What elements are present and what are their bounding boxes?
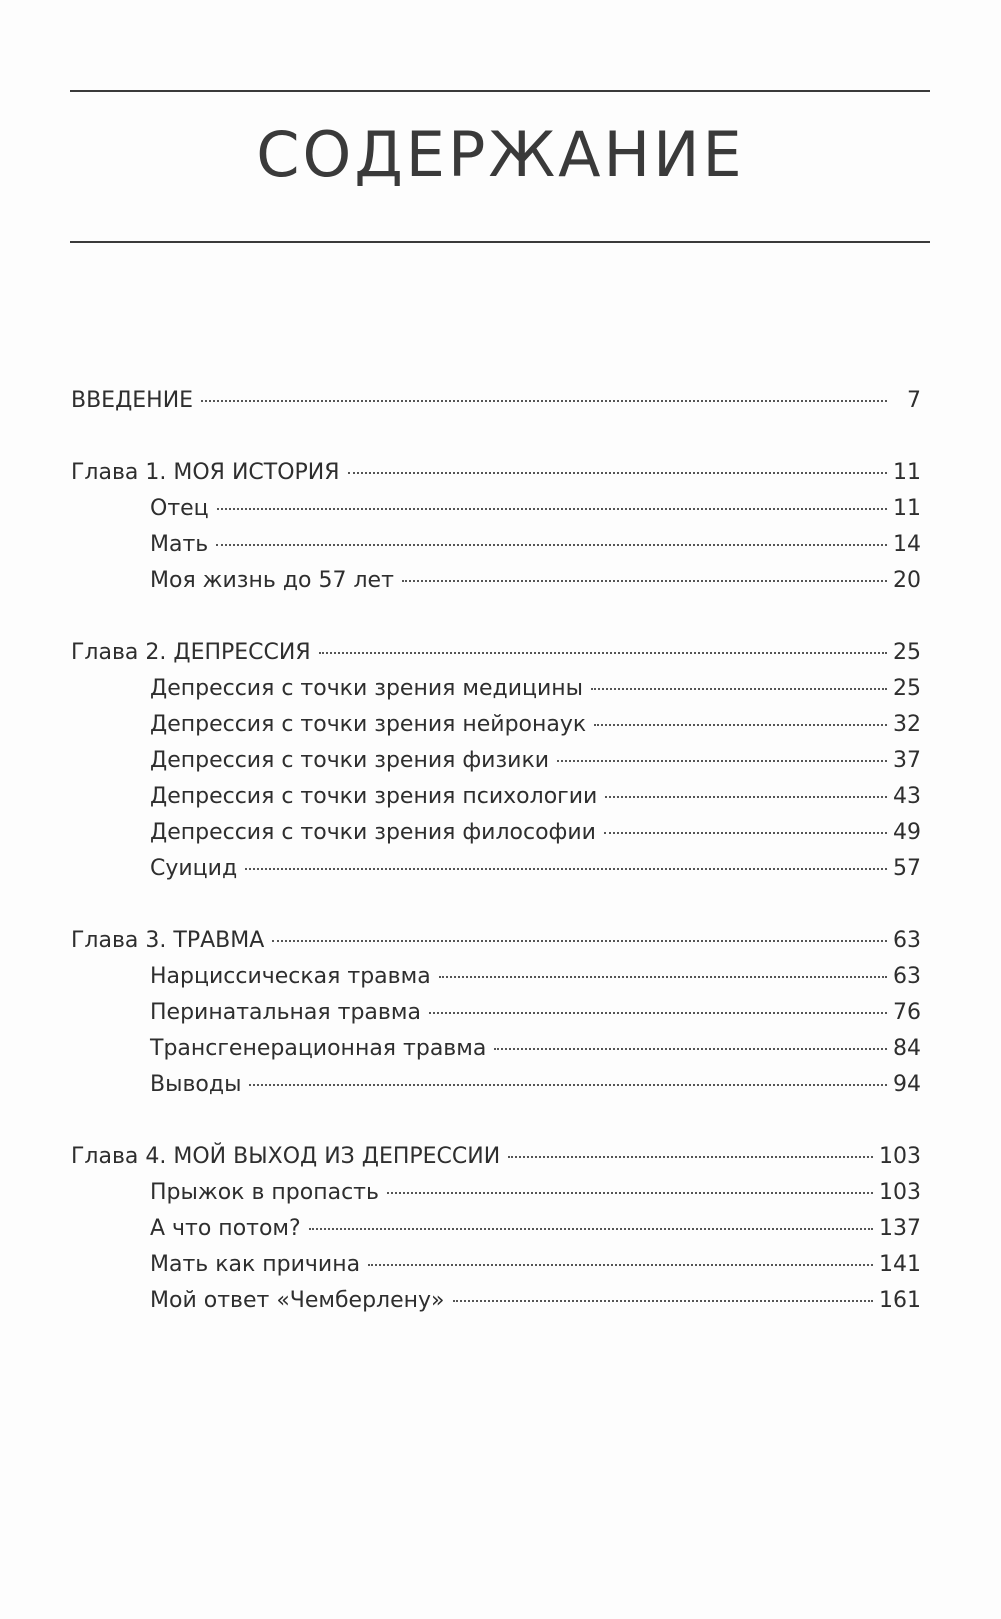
toc-entry-label: Мать как причина xyxy=(150,1252,361,1277)
toc-chapter-3 xyxy=(71,923,921,1103)
table-of-contents xyxy=(71,383,921,1355)
toc-entry-label: Перинатальная травма xyxy=(150,1000,421,1025)
dot-leader xyxy=(217,508,887,510)
toc-chapter-heading xyxy=(71,455,921,491)
toc-page-number: 161 xyxy=(879,1288,921,1313)
dot-leader xyxy=(402,580,887,582)
top-rule xyxy=(70,90,930,92)
toc-chapter-2 xyxy=(71,635,921,887)
dot-leader xyxy=(453,1300,873,1302)
toc-page-number: 57 xyxy=(893,856,921,881)
toc-entry-label: Депрессия с точки зрения психологии xyxy=(150,784,598,809)
toc-page-number: 103 xyxy=(879,1180,921,1205)
toc-entry-label: Глава 2. ДЕПРЕССИЯ xyxy=(71,640,311,665)
toc-entry-label: Нарциссическая травма xyxy=(150,964,431,989)
toc-section-entry xyxy=(71,1067,921,1103)
dot-leader xyxy=(272,940,887,942)
toc-entry-intro xyxy=(71,383,921,419)
toc-section-entry xyxy=(71,1031,921,1067)
dot-leader xyxy=(604,832,887,834)
toc-section-entry xyxy=(71,815,921,851)
dot-leader xyxy=(591,688,887,690)
toc-page-number: 137 xyxy=(879,1216,921,1241)
toc-section-entry xyxy=(71,491,921,527)
dot-leader xyxy=(309,1228,873,1230)
dot-leader xyxy=(387,1192,873,1194)
toc-entry-label: Депрессия с точки зрения нейронаук xyxy=(150,712,587,737)
toc-intro-group xyxy=(71,383,921,419)
toc-entry-label: Отец xyxy=(150,496,209,521)
toc-page-number: 49 xyxy=(893,820,921,845)
toc-entry-label: Мать xyxy=(150,532,209,557)
dot-leader xyxy=(245,868,887,870)
dot-leader xyxy=(319,652,887,654)
toc-chapter-heading xyxy=(71,635,921,671)
toc-section-entry xyxy=(71,563,921,599)
toc-entry-label: Прыжок в пропасть xyxy=(150,1180,379,1205)
dot-leader xyxy=(557,760,887,762)
dot-leader xyxy=(605,796,887,798)
toc-entry-label: А что потом? xyxy=(150,1216,301,1241)
toc-entry-label: Депрессия с точки зрения медицины xyxy=(150,676,584,701)
toc-page-number: 11 xyxy=(893,460,921,485)
toc-section-entry xyxy=(71,1211,921,1247)
dot-leader xyxy=(594,724,887,726)
toc-entry-label: ВВЕДЕНИЕ xyxy=(71,388,194,413)
toc-entry-label: Глава 3. ТРАВМА xyxy=(71,928,265,953)
toc-page-number: 7 xyxy=(907,388,921,413)
dot-leader xyxy=(494,1048,887,1050)
page-title: СОДЕРЖАНИЕ xyxy=(256,118,745,191)
toc-section-entry xyxy=(71,851,921,887)
toc-entry-label: Глава 1. МОЯ ИСТОРИЯ xyxy=(71,460,340,485)
toc-entry-label: Глава 4. МОЙ ВЫХОД ИЗ ДЕПРЕССИИ xyxy=(71,1144,501,1169)
toc-page-number: 84 xyxy=(893,1036,921,1061)
dot-leader xyxy=(429,1012,887,1014)
toc-entry-label: Суицид xyxy=(150,856,238,881)
toc-section-entry xyxy=(71,1283,921,1319)
toc-entry-label: Мой ответ «Чемберлену» xyxy=(150,1288,445,1313)
toc-page-number: 63 xyxy=(893,964,921,989)
toc-section-entry xyxy=(71,707,921,743)
toc-entry-label: Трансгенерационная травма xyxy=(150,1036,487,1061)
toc-page-number: 25 xyxy=(893,640,921,665)
toc-page-number: 20 xyxy=(893,568,921,593)
toc-page-number: 103 xyxy=(879,1144,921,1169)
toc-entry-label: Моя жизнь до 57 лет xyxy=(150,568,394,593)
toc-entry-label: Депрессия с точки зрения философии xyxy=(150,820,596,845)
toc-section-entry xyxy=(71,743,921,779)
toc-page-number: 141 xyxy=(879,1252,921,1277)
dot-leader xyxy=(368,1264,873,1266)
toc-section-entry xyxy=(71,527,921,563)
toc-page-number: 25 xyxy=(893,676,921,701)
bottom-rule xyxy=(70,241,930,243)
toc-page-number: 43 xyxy=(893,784,921,809)
toc-section-entry xyxy=(71,1247,921,1283)
toc-section-entry xyxy=(71,959,921,995)
dot-leader xyxy=(508,1156,873,1158)
toc-page-number: 11 xyxy=(893,496,921,521)
toc-chapter-4 xyxy=(71,1139,921,1319)
toc-page-number: 63 xyxy=(893,928,921,953)
toc-section-entry xyxy=(71,779,921,815)
toc-section-entry xyxy=(71,1175,921,1211)
dot-leader xyxy=(439,976,887,978)
toc-section-entry xyxy=(71,671,921,707)
toc-entry-label: Депрессия с точки зрения физики xyxy=(150,748,550,773)
dot-leader xyxy=(216,544,887,546)
toc-page-number: 94 xyxy=(893,1072,921,1097)
dot-leader xyxy=(249,1084,887,1086)
toc-section-entry xyxy=(71,995,921,1031)
toc-page-number: 14 xyxy=(893,532,921,557)
toc-page-number: 32 xyxy=(893,712,921,737)
toc-chapter-1 xyxy=(71,455,921,599)
toc-chapter-heading xyxy=(71,1139,921,1175)
dot-leader xyxy=(348,472,887,474)
dot-leader xyxy=(201,400,887,402)
toc-entry-label: Выводы xyxy=(150,1072,242,1097)
toc-chapter-heading xyxy=(71,923,921,959)
toc-page-number: 37 xyxy=(893,748,921,773)
toc-page-number: 76 xyxy=(893,1000,921,1025)
